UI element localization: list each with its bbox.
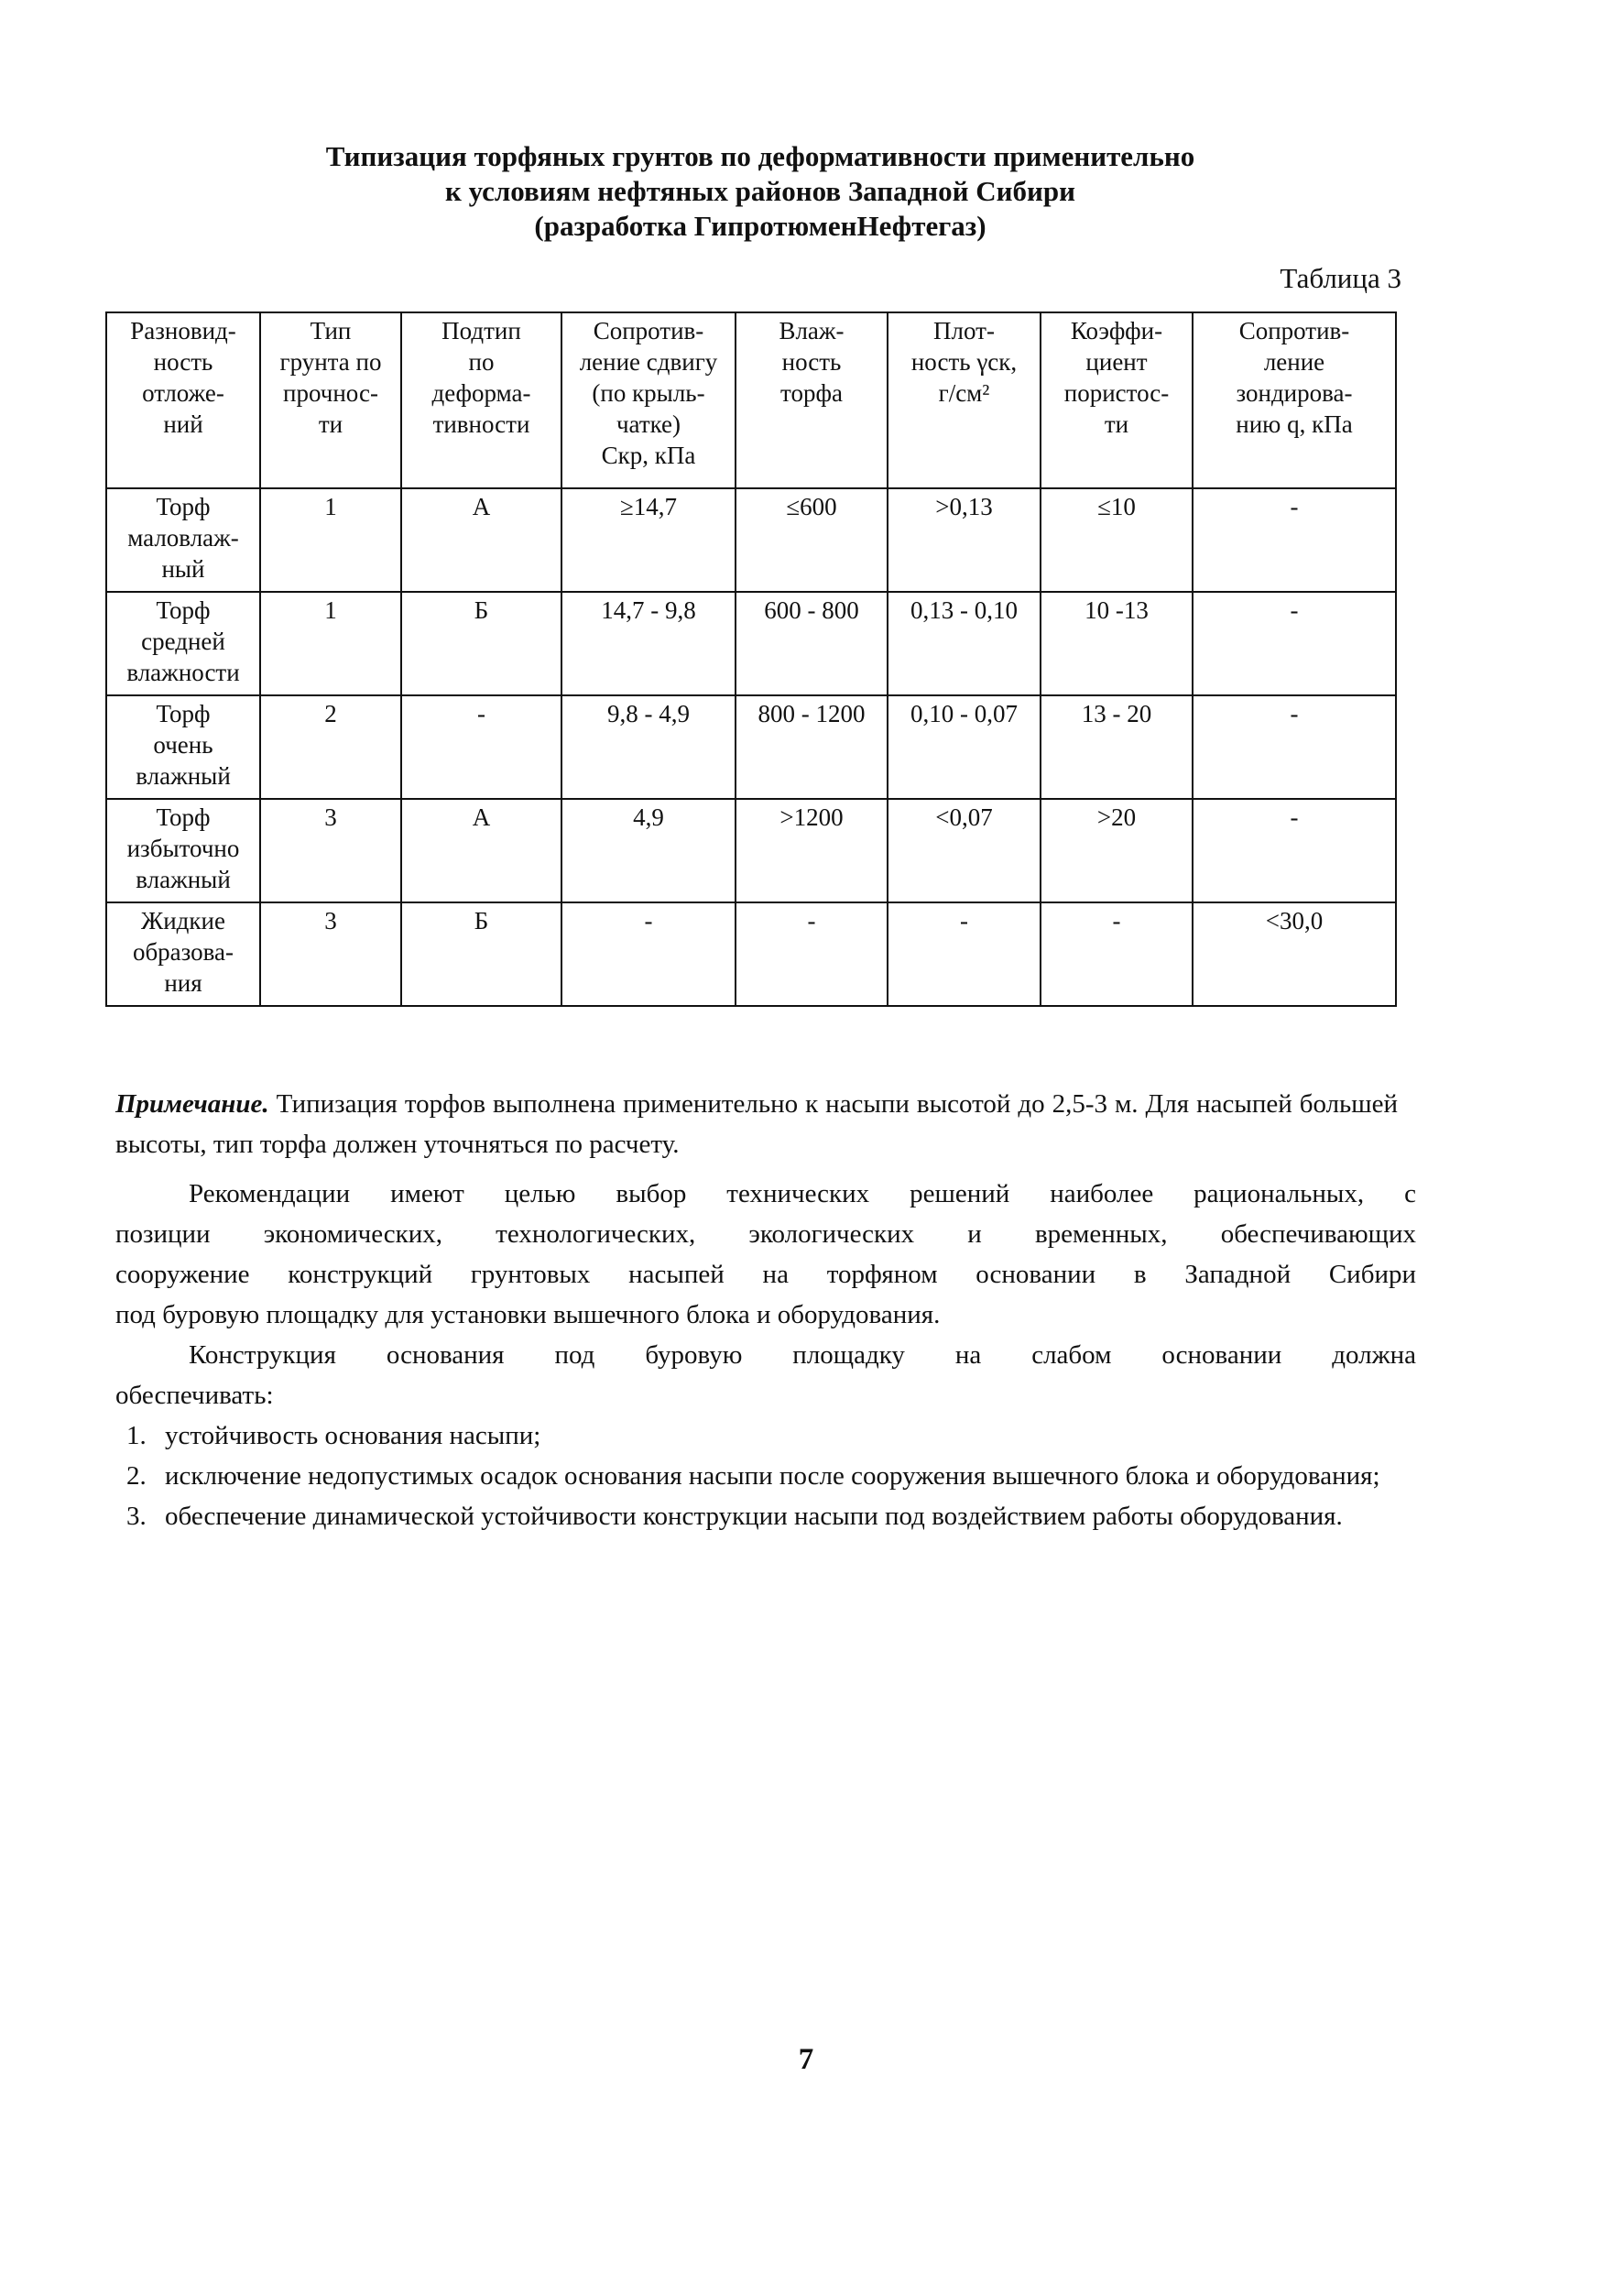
header-strength-type: Тип грунта по прочнос- ти <box>260 312 401 488</box>
table-row <box>106 695 1396 799</box>
table-note <box>115 1084 1398 1164</box>
cell-porosity: 13 - 20 <box>1041 695 1193 799</box>
paragraph-line: сооружение конструкций грунтовых насыпей на торфяном основании в Западной Сибири <box>115 1260 1416 1289</box>
cell-density: <0,07 <box>888 799 1041 902</box>
cell-strength-type: 3 <box>260 799 401 902</box>
header-probe-resistance: Сопротив- ление зондирова- нию q, кПа <box>1193 312 1396 488</box>
cell-probe: - <box>1193 799 1396 902</box>
title-line: (разработка ГипротюменНефтегаз) <box>534 210 986 242</box>
cell-porosity: 10 -13 <box>1041 592 1193 695</box>
note-text: Типизация торфов выполнена применительно к насыпи высотой до 2,5-3 м. Для насыпей большей высоты, тип торфа должен уточняться по расчету. <box>115 1089 1398 1159</box>
paragraph-line: обеспечивать: <box>115 1381 274 1410</box>
list-item-text: обеспечение динамической устойчивости конструкции насыпи под воздействием работы оборудования. <box>165 1502 1343 1531</box>
cell-density: >0,13 <box>888 488 1041 592</box>
list-item-text: исключение недопустимых осадок основания насыпи после сооружения вышечного блока и оборудования; <box>165 1461 1380 1491</box>
cell-subtype: - <box>401 695 561 799</box>
page-number: 7 <box>798 2043 814 2076</box>
cell-shear: 14,7 - 9,8 <box>561 592 736 695</box>
list-item-text: устойчивость основания насыпи; <box>165 1421 541 1450</box>
title-line: Типизация торфяных грунтов по деформативности применительно <box>325 140 1195 172</box>
title-line: к условиям нефтяных районов Западной Сибири <box>445 175 1075 207</box>
list-item <box>115 1496 1416 1536</box>
table-row <box>106 799 1396 902</box>
paragraph-line: Рекомендации имеют целью выбор технических решений наиболее рациональных, с <box>189 1179 1416 1208</box>
cell-moisture: 600 - 800 <box>736 592 888 695</box>
cell-shear: ≥14,7 <box>561 488 736 592</box>
requirements-list <box>115 1415 1416 1536</box>
header-deformation-subtype: Подтип по деформа- тивности <box>401 312 561 488</box>
paragraph-line: Конструкция основания под буровую площадку на слабом основании должна <box>189 1340 1416 1370</box>
cell-soil-kind: Торф очень влажный <box>106 695 260 799</box>
paragraph-line: позиции экономических, технологических, экологических и временных, обеспечивающих <box>115 1219 1416 1249</box>
paragraph-construction <box>115 1335 1416 1415</box>
paragraph-line: под буровую площадку для установки вышечного блока и оборудования. <box>115 1300 941 1329</box>
cell-porosity: ≤10 <box>1041 488 1193 592</box>
list-item <box>115 1456 1416 1496</box>
cell-porosity: - <box>1041 902 1193 1006</box>
cell-strength-type: 3 <box>260 902 401 1006</box>
cell-shear: 9,8 - 4,9 <box>561 695 736 799</box>
table-caption: Таблица 3 <box>1280 262 1401 294</box>
cell-shear: - <box>561 902 736 1006</box>
header-shear-resistance: Сопротив- ление сдвигу (по крыль- чатке) Скр, кПа <box>561 312 736 488</box>
cell-soil-kind: Торф избыточно влажный <box>106 799 260 902</box>
cell-moisture: - <box>736 902 888 1006</box>
cell-porosity: >20 <box>1041 799 1193 902</box>
cell-probe: - <box>1193 695 1396 799</box>
list-item-number: 1. <box>126 1421 147 1450</box>
cell-subtype: Б <box>401 592 561 695</box>
paragraph-recommendations <box>115 1174 1416 1335</box>
list-item <box>115 1415 1416 1456</box>
cell-strength-type: 1 <box>260 592 401 695</box>
cell-moisture: >1200 <box>736 799 888 902</box>
header-moisture: Влаж- ность торфа <box>736 312 888 488</box>
cell-subtype: Б <box>401 902 561 1006</box>
cell-strength-type: 1 <box>260 488 401 592</box>
list-item-number: 2. <box>126 1461 147 1491</box>
cell-probe: <30,0 <box>1193 902 1396 1006</box>
cell-density: 0,13 - 0,10 <box>888 592 1041 695</box>
header-porosity: Коэффи- циент пористос- ти <box>1041 312 1193 488</box>
cell-subtype: А <box>401 488 561 592</box>
cell-density: - <box>888 902 1041 1006</box>
cell-soil-kind: Жидкие образова- ния <box>106 902 260 1006</box>
cell-strength-type: 2 <box>260 695 401 799</box>
cell-soil-kind: Торф средней влажности <box>106 592 260 695</box>
cell-soil-kind: Торф маловлаж- ный <box>106 488 260 592</box>
table-row <box>106 902 1396 1006</box>
note-label: Примечание. <box>115 1089 269 1119</box>
cell-moisture: 800 - 1200 <box>736 695 888 799</box>
cell-probe: - <box>1193 592 1396 695</box>
cell-moisture: ≤600 <box>736 488 888 592</box>
header-soil-kind: Разновид- ность отложе- ний <box>106 312 260 488</box>
header-density: Плот- ность γск, г/см² <box>888 312 1041 488</box>
list-item-number: 3. <box>126 1502 147 1531</box>
cell-shear: 4,9 <box>561 799 736 902</box>
cell-subtype: А <box>401 799 561 902</box>
table-row <box>106 488 1396 592</box>
peat-classification-table <box>105 311 1397 1007</box>
table-row <box>106 592 1396 695</box>
cell-density: 0,10 - 0,07 <box>888 695 1041 799</box>
document-title <box>183 139 1337 244</box>
table-header-row <box>106 312 1396 488</box>
cell-probe: - <box>1193 488 1396 592</box>
